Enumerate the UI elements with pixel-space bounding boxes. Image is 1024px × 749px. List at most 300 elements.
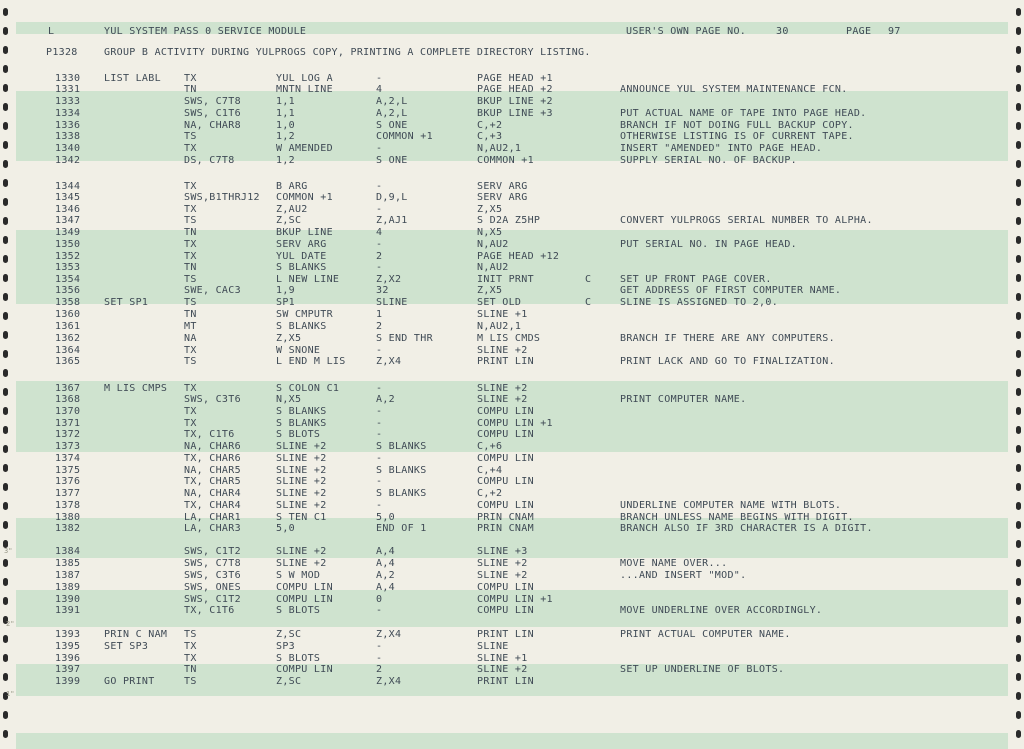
modifier-field: A,2: [376, 570, 395, 581]
page-header: [0, 25, 1024, 36]
modifier-field: Z,X2: [376, 274, 402, 285]
listing-row: [0, 664, 1024, 675]
target-field: SLINE +2: [477, 664, 528, 675]
comment-field: BRANCH IF THERE ARE ANY COMPUTERS.: [620, 333, 835, 344]
modifier-field: -: [376, 476, 383, 487]
comment-field: BRANCH ALSO IF 3RD CHARACTER IS A DIGIT.: [620, 523, 873, 534]
listing-row: [0, 96, 1024, 107]
feed-hole: [3, 730, 8, 738]
line-number: 1330: [55, 73, 81, 84]
feed-hole: [1016, 65, 1021, 73]
opcode-field: TN: [184, 84, 197, 95]
listing-row: [0, 429, 1024, 440]
comment-field: ANNOUNCE YUL SYSTEM MAINTENANCE FCN.: [620, 84, 848, 95]
comment-field: GET ADDRESS OF FIRST COMPUTER NAME.: [620, 285, 842, 296]
line-number: 1336: [55, 120, 81, 131]
address-field: L END M LIS: [276, 356, 346, 367]
opcode-field: TX: [184, 418, 197, 429]
opcode-field: TX: [184, 653, 197, 664]
target-field: COMPU LIN: [477, 406, 534, 417]
address-field: SLINE +2: [276, 453, 327, 464]
opcode-field: TX, C1T6: [184, 605, 235, 616]
target-field: C,+2: [477, 488, 503, 499]
address-field: 1,1: [276, 96, 295, 107]
listing-row: [0, 582, 1024, 593]
target-field: C,+6: [477, 441, 503, 452]
listing-row: [0, 181, 1024, 192]
opcode-field: TS: [184, 676, 197, 687]
line-number: 1346: [55, 204, 81, 215]
target-field: SET OLD: [477, 297, 522, 308]
target-field: COMPU LIN: [477, 605, 534, 616]
paper-band: [16, 733, 1008, 749]
modifier-field: -: [376, 262, 383, 273]
line-number: 1364: [55, 345, 81, 356]
line-number: 1353: [55, 262, 81, 273]
line-number: 1396: [55, 653, 81, 664]
line-number: 1385: [55, 558, 81, 569]
listing-row: [0, 570, 1024, 581]
line-number: 1356: [55, 285, 81, 296]
opcode-field: DS, C7T8: [184, 155, 235, 166]
listing-row: [0, 285, 1024, 296]
feed-hole: [1016, 692, 1021, 700]
modifier-field: -: [376, 181, 383, 192]
modifier-field: S ONE: [376, 155, 408, 166]
line-number: 1334: [55, 108, 81, 119]
target-field: COMMON +1: [477, 155, 534, 166]
subheader-id: P1328: [46, 47, 78, 58]
target-field: N,AU2: [477, 262, 509, 273]
address-field: COMPU LIN: [276, 582, 333, 593]
target-field: C,+4: [477, 465, 503, 476]
target-field: COMPU LIN: [477, 582, 534, 593]
modifier-field: -: [376, 239, 383, 250]
address-field: COMPU LIN: [276, 594, 333, 605]
address-field: SLINE +2: [276, 546, 327, 557]
line-number: 1395: [55, 641, 81, 652]
modifier-field: 4: [376, 84, 383, 95]
modifier-field: A,4: [376, 546, 395, 557]
target-field: BKUP LINE +2: [477, 96, 553, 107]
address-field: 1,1: [276, 108, 295, 119]
header-page-number: 97: [888, 26, 901, 37]
target-field: SLINE +2: [477, 345, 528, 356]
address-field: S BLANKS: [276, 418, 327, 429]
opcode-field: LA, CHAR3: [184, 523, 241, 534]
target-field: PAGE HEAD +12: [477, 251, 560, 262]
target-field: Z,X5: [477, 204, 503, 215]
line-number: 1376: [55, 476, 81, 487]
opcode-field: TX, CHAR4: [184, 500, 241, 511]
listing-row: [0, 465, 1024, 476]
listing-row: [0, 629, 1024, 640]
target-field: N,AU2: [477, 239, 509, 250]
line-number: 1377: [55, 488, 81, 499]
label-field: LIST LABL: [104, 73, 161, 84]
line-number: 1345: [55, 192, 81, 203]
address-field: 5,0: [276, 523, 295, 534]
address-field: SLINE +2: [276, 488, 327, 499]
line-number: 1347: [55, 215, 81, 226]
listing-row: [0, 383, 1024, 394]
listing-row: [0, 239, 1024, 250]
label-field: PRIN C NAM: [104, 629, 168, 640]
opcode-field: TX: [184, 383, 197, 394]
listing-row: [0, 356, 1024, 367]
modifier-field: A,2,L: [376, 108, 408, 119]
modifier-field: S BLANKS: [376, 488, 427, 499]
modifier-field: -: [376, 429, 383, 440]
modifier-field: 4: [376, 227, 383, 238]
opcode-field: TX: [184, 204, 197, 215]
opcode-field: LA, CHAR1: [184, 512, 241, 523]
target-field: PAGE HEAD +1: [477, 73, 553, 84]
target-field: SLINE +2: [477, 383, 528, 394]
opcode-field: NA, CHAR6: [184, 441, 241, 452]
modifier-field: SLINE: [376, 297, 408, 308]
modifier-field: 32: [376, 285, 389, 296]
opcode-field: TX: [184, 406, 197, 417]
opcode-field: TX: [184, 143, 197, 154]
listing-row: [0, 274, 1024, 285]
line-number: 1368: [55, 394, 81, 405]
target-field: INIT PRNT: [477, 274, 534, 285]
line-number: 1375: [55, 465, 81, 476]
address-field: COMMON +1: [276, 192, 333, 203]
line-number: 1393: [55, 629, 81, 640]
modifier-field: Z,X4: [376, 676, 402, 687]
line-number: 1390: [55, 594, 81, 605]
line-number: 1373: [55, 441, 81, 452]
listing-row: [0, 594, 1024, 605]
comment-field: INSERT "AMENDED" INTO PAGE HEAD.: [620, 143, 823, 154]
modifier-field: -: [376, 345, 383, 356]
address-field: SP3: [276, 641, 295, 652]
target-field: PRINT LIN: [477, 629, 534, 640]
opcode-field: TX: [184, 73, 197, 84]
listing-row: [0, 84, 1024, 95]
listing-row: [0, 297, 1024, 308]
modifier-field: S END THR: [376, 333, 433, 344]
address-field: 1,2: [276, 131, 295, 142]
target-field: S D2A Z5HP: [477, 215, 541, 226]
address-field: S BLOTS: [276, 653, 321, 664]
target-field: SLINE: [477, 641, 509, 652]
comment-field: SLINE IS ASSIGNED TO 2,0.: [620, 297, 779, 308]
target-field: SLINE +1: [477, 653, 528, 664]
comment-field: SET UP UNDERLINE OF BLOTS.: [620, 664, 785, 675]
modifier-field: -: [376, 641, 383, 652]
listing-row: [0, 488, 1024, 499]
address-field: Z,SC: [276, 676, 302, 687]
opcode-field: SWS, C3T6: [184, 394, 241, 405]
address-field: Z,SC: [276, 215, 302, 226]
target-field: PAGE HEAD +2: [477, 84, 553, 95]
opcode-field: NA, CHAR8: [184, 120, 241, 131]
comment-field: SUPPLY SERIAL NO. OF BACKUP.: [620, 155, 797, 166]
opcode-field: NA, CHAR5: [184, 465, 241, 476]
line-number: 1387: [55, 570, 81, 581]
target-field: SLINE +2: [477, 558, 528, 569]
feed-hole: [1016, 369, 1021, 377]
opcode-field: SWS, C7T8: [184, 558, 241, 569]
comment-field: BRANCH UNLESS NAME BEGINS WITH DIGIT.: [620, 512, 854, 523]
modifier-field: S ONE: [376, 120, 408, 131]
line-number: 1389: [55, 582, 81, 593]
line-number: 1382: [55, 523, 81, 534]
target-field: SLINE +3: [477, 546, 528, 557]
modifier-field: -: [376, 453, 383, 464]
feed-hole: [1016, 8, 1021, 16]
line-number: 1349: [55, 227, 81, 238]
target-field: M LIS CMDS: [477, 333, 541, 344]
label-field: SET SP3: [104, 641, 149, 652]
target-field: BKUP LINE +3: [477, 108, 553, 119]
comment-field: BRANCH IF NOT DOING FULL BACKUP COPY.: [620, 120, 854, 131]
line-number: 1331: [55, 84, 81, 95]
opcode-field: TX: [184, 181, 197, 192]
address-field: N,X5: [276, 394, 302, 405]
opcode-field: TS: [184, 215, 197, 226]
line-number: 1338: [55, 131, 81, 142]
modifier-field: S BLANKS: [376, 465, 427, 476]
target-field: PRIN CNAM: [477, 523, 534, 534]
listing-row: [0, 406, 1024, 417]
opcode-field: TS: [184, 131, 197, 142]
line-number: 1360: [55, 309, 81, 320]
address-field: BKUP LINE: [276, 227, 333, 238]
listing-row: [0, 251, 1024, 262]
opcode-field: SWS, C3T6: [184, 570, 241, 581]
listing-row: [0, 215, 1024, 226]
modifier-field: A,2: [376, 394, 395, 405]
address-field: SLINE +2: [276, 500, 327, 511]
line-number: 1333: [55, 96, 81, 107]
line-number: 1372: [55, 429, 81, 440]
listing-row: [0, 204, 1024, 215]
feed-hole: [1016, 711, 1021, 719]
comment-field: ...AND INSERT "MOD".: [620, 570, 747, 581]
address-field: SW CMPUTR: [276, 309, 333, 320]
label-field: SET SP1: [104, 297, 149, 308]
listing-row: [0, 333, 1024, 344]
modifier-field: -: [376, 143, 383, 154]
address-field: S W MOD: [276, 570, 321, 581]
listing-row: [0, 453, 1024, 464]
comment-field: CONVERT YULPROGS SERIAL NUMBER TO ALPHA.: [620, 215, 873, 226]
address-field: YUL LOG A: [276, 73, 333, 84]
modifier-field: A,2,L: [376, 96, 408, 107]
opcode-field: SWS, ONES: [184, 582, 241, 593]
modifier-field: END OF 1: [376, 523, 427, 534]
opcode-field: TX, CHAR5: [184, 476, 241, 487]
opcode-field: TN: [184, 309, 197, 320]
opcode-field: TS: [184, 629, 197, 640]
comment-field: MOVE NAME OVER...: [620, 558, 728, 569]
line-number: 1374: [55, 453, 81, 464]
opcode-field: TS: [184, 356, 197, 367]
margin-mark-2in: 2": [6, 620, 15, 628]
listing-row: [0, 108, 1024, 119]
comment-field: PRINT ACTUAL COMPUTER NAME.: [620, 629, 791, 640]
target-field: COMPU LIN: [477, 453, 534, 464]
modifier-field: 0: [376, 594, 383, 605]
address-field: W SNONE: [276, 345, 321, 356]
comment-field: PUT ACTUAL NAME OF TAPE INTO PAGE HEAD.: [620, 108, 867, 119]
opcode-field: TN: [184, 262, 197, 273]
listing-row: [0, 227, 1024, 238]
feed-hole: [1016, 730, 1021, 738]
listing-row: [0, 441, 1024, 452]
comment-field: SET UP FRONT PAGE COVER.: [620, 274, 772, 285]
modifier-field: -: [376, 653, 383, 664]
modifier-field: 2: [376, 664, 383, 675]
target-field: N,AU2,1: [477, 321, 522, 332]
opcode-field: TN: [184, 664, 197, 675]
opcode-field: NA: [184, 333, 197, 344]
line-number: 1391: [55, 605, 81, 616]
target-field: COMPU LIN: [477, 429, 534, 440]
label-field: GO PRINT: [104, 676, 155, 687]
target-field: PRINT LIN: [477, 676, 534, 687]
target-field: SERV ARG: [477, 192, 528, 203]
feed-hole: [3, 711, 8, 719]
opcode-field: SWS, C1T2: [184, 594, 241, 605]
line-number: 1384: [55, 546, 81, 557]
line-number: 1350: [55, 239, 81, 250]
modifier-field: A,4: [376, 558, 395, 569]
opcode-field: TN: [184, 227, 197, 238]
comment-field: OTHERWISE LISTING IS OF CURRENT TAPE.: [620, 131, 854, 142]
opcode-field: TX: [184, 345, 197, 356]
modifier-field: 5,0: [376, 512, 395, 523]
modifier-field: Z,X4: [376, 629, 402, 640]
target-field: SLINE +1: [477, 309, 528, 320]
modifier-field: -: [376, 383, 383, 394]
comment-field: PRINT COMPUTER NAME.: [620, 394, 747, 405]
listing-row: [0, 155, 1024, 166]
listing-row: [0, 120, 1024, 131]
listing-row: [0, 523, 1024, 534]
margin-mark-1in: 1": [6, 690, 15, 698]
opcode-field: TX: [184, 251, 197, 262]
modifier-field: 2: [376, 321, 383, 332]
address-field: 1,0: [276, 120, 295, 131]
target-field: N,AU2,1: [477, 143, 522, 154]
modifier-field: Z,X4: [376, 356, 402, 367]
line-number: 1344: [55, 181, 81, 192]
listing-row: [0, 605, 1024, 616]
opcode-field: SWS, C7T8: [184, 96, 241, 107]
listing-row: [0, 641, 1024, 652]
modifier-field: 2: [376, 251, 383, 262]
listing-row: [0, 512, 1024, 523]
address-field: SP1: [276, 297, 295, 308]
address-field: S BLOTS: [276, 429, 321, 440]
comment-field: PUT SERIAL NO. IN PAGE HEAD.: [620, 239, 797, 250]
target-field: Z,X5: [477, 285, 503, 296]
line-number: 1352: [55, 251, 81, 262]
listing-row: [0, 653, 1024, 664]
line-number: 1354: [55, 274, 81, 285]
address-field: SLINE +2: [276, 558, 327, 569]
flag-field: C: [585, 297, 592, 308]
address-field: B ARG: [276, 181, 308, 192]
listing-row: [0, 394, 1024, 405]
feed-hole: [3, 8, 8, 16]
address-field: S TEN C1: [276, 512, 327, 523]
line-number: 1362: [55, 333, 81, 344]
line-number: 1361: [55, 321, 81, 332]
comment-field: PRINT LACK AND GO TO FINALIZATION.: [620, 356, 835, 367]
listing-row: [0, 309, 1024, 320]
line-number: 1370: [55, 406, 81, 417]
opcode-field: NA, CHAR4: [184, 488, 241, 499]
opcode-field: SWS, C1T2: [184, 546, 241, 557]
opcode-field: SWE, CAC3: [184, 285, 241, 296]
listing-row: [0, 500, 1024, 511]
listing-row: [0, 143, 1024, 154]
target-field: SLINE +2: [477, 570, 528, 581]
address-field: MNTN LINE: [276, 84, 333, 95]
target-field: COMPU LIN: [477, 500, 534, 511]
address-field: S BLANKS: [276, 406, 327, 417]
address-field: COMPU LIN: [276, 664, 333, 675]
listing-row: [0, 131, 1024, 142]
listing-row: [0, 321, 1024, 332]
line-number: 1378: [55, 500, 81, 511]
address-field: Z,AU2: [276, 204, 308, 215]
address-field: L NEW LINE: [276, 274, 340, 285]
modifier-field: -: [376, 605, 383, 616]
line-number: 1365: [55, 356, 81, 367]
modifier-field: 1: [376, 309, 383, 320]
line-number: 1371: [55, 418, 81, 429]
header-column-l: L: [48, 26, 55, 37]
modifier-field: -: [376, 418, 383, 429]
target-field: COMPU LIN +1: [477, 594, 553, 605]
opcode-field: TX: [184, 239, 197, 250]
listing-row: [0, 558, 1024, 569]
listing-row: [0, 418, 1024, 429]
modifier-field: -: [376, 406, 383, 417]
address-field: S BLOTS: [276, 605, 321, 616]
feed-hole: [3, 369, 8, 377]
opcode-field: TS: [184, 297, 197, 308]
listing-row: [0, 345, 1024, 356]
address-field: Z,SC: [276, 629, 302, 640]
modifier-field: -: [376, 500, 383, 511]
target-field: SLINE +2: [477, 394, 528, 405]
line-number: 1399: [55, 676, 81, 687]
listing-row: [0, 546, 1024, 557]
modifier-field: COMMON +1: [376, 131, 433, 142]
address-field: S BLANKS: [276, 321, 327, 332]
listing-row: [0, 676, 1024, 687]
line-number: 1358: [55, 297, 81, 308]
line-number: 1380: [55, 512, 81, 523]
listing-row: [0, 192, 1024, 203]
listing-row: [0, 73, 1024, 84]
margin-mark-3in: 3": [4, 547, 13, 555]
address-field: SLINE +2: [276, 441, 327, 452]
line-number: 1367: [55, 383, 81, 394]
listing-row: [0, 262, 1024, 273]
header-users-page-label: USER'S OWN PAGE NO.: [626, 26, 747, 37]
opcode-field: SWS,B1THRJ12: [184, 192, 260, 203]
modifier-field: A,4: [376, 582, 395, 593]
